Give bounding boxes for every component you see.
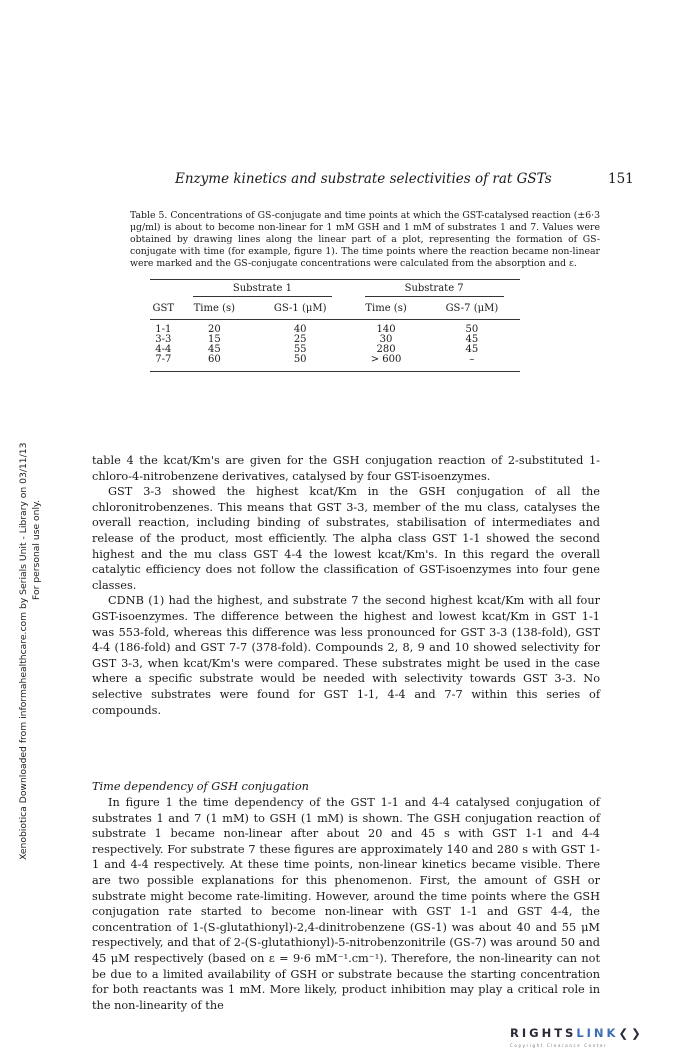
- table-cell: 45: [465, 343, 479, 355]
- column-header: Time (s): [365, 303, 407, 314]
- logo-subtitle: Copyright Clearance Center: [510, 1043, 608, 1048]
- table-row: [150, 355, 520, 365]
- table-row: [150, 345, 520, 355]
- column-header: Time (s): [193, 303, 236, 314]
- paragraph: CDNB (1) had the highest, and substrate 7 the second highest kcat/Km with all four GST-isoenzymes. The difference between the highest and lowest kcat/Km in GST 1-1 was 553-fold, whereas this difference was less pronounced for GST 3-3 (138-fold), GST 4-4 (186-fold) and GST 7-7 (378-fold). Compounds 2, 8, 9 and 10 showed selectivity for GST 3-3, when kcat/Km's were compared. These substrates might be used in the case where a specific substrate would be needed with selectivity towards GST 3-3. No selective substrates were found for GST 1-1, 4-4 and 7-7 within this series of compounds.: [92, 594, 600, 717]
- column-header: GS-1 (μM): [273, 303, 327, 314]
- table-cell: 30: [379, 333, 393, 345]
- table-row: [150, 325, 520, 335]
- table-cell: > 600: [370, 353, 402, 365]
- table-cell: 20: [207, 323, 221, 335]
- column-header: GST: [152, 303, 175, 314]
- table-cell: 45: [465, 333, 479, 345]
- group-header-substrate-7: Substrate 7: [365, 283, 504, 297]
- table-cell: 280: [376, 343, 396, 355]
- chevron-right-icon: ❮❯: [618, 1026, 644, 1040]
- table-cell: 50: [465, 323, 479, 335]
- table-cell: 1-1: [155, 323, 172, 335]
- table-cell: 40: [293, 323, 307, 335]
- table-cell: 50: [293, 353, 307, 365]
- table-cell: 7-7: [155, 353, 172, 365]
- table-cell: 4-4: [155, 343, 172, 355]
- paragraph: In figure 1 the time dependency of the GST 1-1 and 4-4 catalysed conjugation of substrates 1 and 7 (1 mM) to GSH (1 mM) is shown. The GSH conjugation reaction of substrate 1 became non-linear after about 20 and 45 s with GST 1-1 and 4-4 respectively. For substrate 7 these figures are approximately 140 and 280 s with GST 1-1 and 4-4 respectively. At these time points, non-linear kinetics became visible. There are two possible explanations for this phenomenon. First, the amount of GSH or substrate might become rate-limiting. However, around the time points where the GSH conjugation rate started to become non-linear with GST 1-1 and GST 4-4, the concentration of 1-(S-glutathionyl)-2,4-dinitrobenzene (GS-1) was about 40 and 55 μM respectively, and that of 2-(S-glutathionyl)-5-nitrobenzonitrile (GS-7) was around 50 and 45 μM respectively (based on ε = 9·6 mM⁻¹.cm⁻¹). Therefore, the non-linearity can not be due to a limited availability of GSH or substrate because the starting concentration for both reactants was 1 mM. More likely, product inhibition may play a critical role in the non-linearity of the: [92, 796, 600, 1012]
- running-head: Enzyme kinetics and substrate selectivities of rat GSTs: [175, 171, 552, 187]
- download-notice-line-1: Xenobiotica Downloaded from informahealthcare.com by Serials Unit - Library on 03/11/13: [18, 442, 29, 860]
- logo-text-rights: RIGHTS: [510, 1026, 577, 1040]
- table-cell: –: [469, 353, 475, 365]
- download-notice: [18, 300, 48, 860]
- group-header-substrate-1: Substrate 1: [193, 283, 332, 297]
- download-notice-line-2: For personal use only.: [31, 499, 42, 600]
- table-caption-label: Table 5.: [130, 210, 168, 221]
- rightslink-logo[interactable]: [510, 1022, 644, 1048]
- body-text-bottom: [92, 795, 600, 1013]
- table-cell: 55: [293, 343, 307, 355]
- table-caption: [130, 210, 600, 270]
- data-table: [150, 279, 520, 372]
- table-row: [150, 335, 520, 345]
- table-caption-text: Concentrations of GS-conjugate and time points at which the GST-catalysed reaction (±6·3 μg/ml) is about to become non-linear for 1 mM GSH and 1 mM of substrates 1 and 7. Values were obtained by drawing lines along the linear part of a plot, representing the formation of GS-conjugate with time (for example, figure 1). The time points where the reaction became non-linear were marked and the GS-conjugate concentrations were calculated from the absorption and ε.: [130, 210, 600, 269]
- column-header: GS-7 (μM): [445, 303, 499, 314]
- table-cell: 140: [376, 323, 396, 335]
- paragraph: table 4 the kcat/Km's are given for the GSH conjugation reaction of 2-substituted 1-chloro-4-nitrobenzene derivatives, catalysed by four GST-isoenzymes.: [92, 454, 600, 483]
- paragraph: GST 3-3 showed the highest kcat/Km in the GSH conjugation of all the chloronitrobenzenes. This means that GST 3-3, member of the mu class, catalyses the overall reaction, including binding of substrates, stabilisation of intermediates and release of the product, most efficiently. The alpha class GST 1-1 showed the second highest and the mu class GST 4-4 the lowest kcat/Km's. In this regard the overall catalytic efficiency does not follow the classification of GST-isoenzymes into four gene classes.: [92, 485, 600, 592]
- table-cell: 45: [207, 343, 221, 355]
- section-heading: Time dependency of GSH conjugation: [92, 780, 309, 793]
- body-text-top: [92, 453, 600, 718]
- table-cell: 15: [207, 333, 221, 345]
- table-cell: 25: [293, 333, 307, 345]
- logo-text-link: LINK: [576, 1026, 619, 1040]
- table-cell: 60: [207, 353, 221, 365]
- table-cell: 3-3: [155, 333, 172, 345]
- page-number: 151: [608, 171, 634, 187]
